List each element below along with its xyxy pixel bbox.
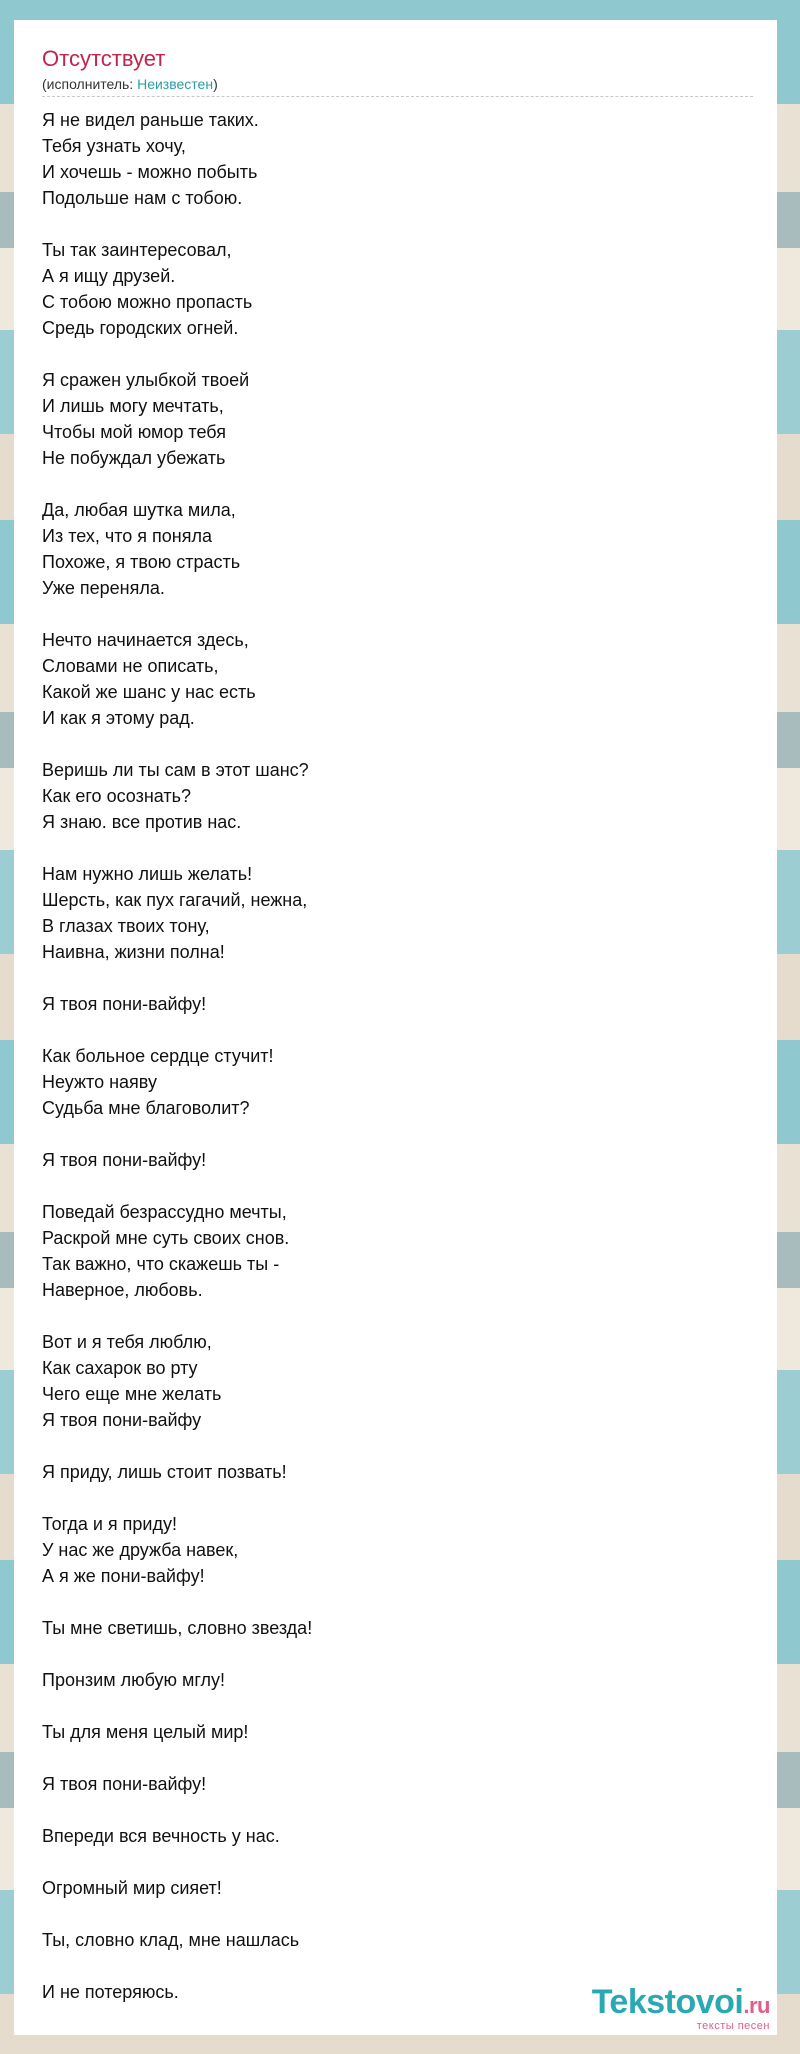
lyric-line: Поведай безрассудно мечты, xyxy=(42,1202,287,1222)
lyric-line: И как я этому рад. xyxy=(42,708,195,728)
stanza xyxy=(42,1667,753,1693)
stanza xyxy=(42,1719,753,1745)
lyric-line: Я знаю. все против нас. xyxy=(42,812,242,832)
artist-link[interactable]: Неизвестен xyxy=(137,76,214,92)
lyric-line: Не побуждал убежать xyxy=(42,448,226,468)
lyric-line: Я твоя пони-вайфу! xyxy=(42,994,207,1014)
lyric-line: Ты, словно клад, мне нашлась xyxy=(42,1930,300,1950)
lyric-line: Раскрой мне суть своих снов. xyxy=(42,1228,290,1248)
lyric-line: Судьба мне благоволит? xyxy=(42,1098,250,1118)
stanza xyxy=(42,1043,753,1121)
stanza xyxy=(42,1147,753,1173)
stanza xyxy=(42,757,753,835)
lyric-line: И хочешь - можно побыть xyxy=(42,162,258,182)
lyric-line: Так важно, что скажешь ты - xyxy=(42,1254,280,1274)
stanza xyxy=(42,1927,753,1953)
lyric-line: И не потеряюсь. xyxy=(42,1982,179,2002)
lyric-line: Как сахарок во рту xyxy=(42,1358,198,1378)
stanza xyxy=(42,367,753,471)
lyric-line: Я сражен улыбкой твоей xyxy=(42,370,250,390)
lyric-line: Да, любая шутка мила, xyxy=(42,500,236,520)
lyric-line: Ты для меня целый мир! xyxy=(42,1722,249,1742)
stanza xyxy=(42,237,753,341)
lyric-line: Нам нужно лишь желать! xyxy=(42,864,253,884)
stanza xyxy=(42,861,753,965)
lyric-line: Из тех, что я поняла xyxy=(42,526,212,546)
lyric-line: Чтобы мой юмор тебя xyxy=(42,422,226,442)
lyric-line: Словами не описать, xyxy=(42,656,219,676)
lyric-line: Я твоя пони-вайфу! xyxy=(42,1150,207,1170)
stanza xyxy=(42,1329,753,1433)
song-title: Отсутствует xyxy=(42,46,166,71)
lyric-line: Я не видел раньше таких. xyxy=(42,110,259,130)
artist-suffix: ) xyxy=(213,76,218,92)
lyric-line: Ты так заинтересовал, xyxy=(42,240,232,260)
lyric-line: Наивна, жизни полна! xyxy=(42,942,225,962)
lyric-line: Как его осознать? xyxy=(42,786,192,806)
lyric-line: Средь городских огней. xyxy=(42,318,239,338)
lyric-line: Ты мне светишь, словно звезда! xyxy=(42,1618,313,1638)
stanza xyxy=(42,991,753,1017)
lyric-line: Я твоя пони-вайфу! xyxy=(42,1774,207,1794)
lyric-line: Неужто наяву xyxy=(42,1072,157,1092)
lyric-line: А я же пони-вайфу! xyxy=(42,1566,205,1586)
logo-wordmark xyxy=(592,1984,770,2024)
logo-tld: .ru xyxy=(743,1993,770,2018)
lyric-line: У нас же дружба навек, xyxy=(42,1540,239,1560)
lyric-line: Уже переняла. xyxy=(42,578,165,598)
lyrics-card xyxy=(14,20,777,2035)
stanza xyxy=(42,497,753,601)
lyric-line: В глазах твоих тону, xyxy=(42,916,210,936)
lyric-line: Вот и я тебя люблю, xyxy=(42,1332,212,1352)
stanza xyxy=(42,1615,753,1641)
artist-prefix: (исполнитель: xyxy=(42,76,138,92)
lyric-line: Подольше нам с тобою. xyxy=(42,188,243,208)
lyric-line: Шерсть, как пух гагачий, нежна, xyxy=(42,890,308,910)
stanza xyxy=(42,1875,753,1901)
lyric-line: И лишь могу мечтать, xyxy=(42,396,224,416)
lyric-line: С тобою можно пропасть xyxy=(42,292,253,312)
lyric-line: Похоже, я твою страсть xyxy=(42,552,241,572)
lyric-line: Как больное сердце стучит! xyxy=(42,1046,274,1066)
stanza xyxy=(42,627,753,731)
site-logo[interactable] xyxy=(592,1984,770,2032)
lyric-line: Чего еще мне желать xyxy=(42,1384,222,1404)
lyric-line: Впереди вся вечность у нас. xyxy=(42,1826,280,1846)
lyric-line: Тебя узнать хочу, xyxy=(42,136,186,156)
stanza xyxy=(42,1459,753,1485)
stanza xyxy=(42,1771,753,1797)
lyric-line: Я приду, лишь стоит позвать! xyxy=(42,1462,287,1482)
lyric-line: Огромный мир сияет! xyxy=(42,1878,222,1898)
stanza xyxy=(42,1823,753,1849)
lyric-line: Веришь ли ты сам в этот шанс? xyxy=(42,760,309,780)
lyric-line: Тогда и я приду! xyxy=(42,1514,177,1534)
lyric-line: Я твоя пони-вайфу xyxy=(42,1410,202,1430)
lyric-line: Наверное, любовь. xyxy=(42,1280,203,1300)
lyric-line: А я ищу друзей. xyxy=(42,266,176,286)
logo-tagline: тексты песен xyxy=(696,2020,770,2032)
logo-main-text: Tekstovoi xyxy=(591,1983,744,2021)
lyric-line: Нечто начинается здесь, xyxy=(42,630,249,650)
stanza xyxy=(42,1511,753,1589)
stanza xyxy=(42,107,753,211)
lyric-line: Какой же шанс у нас есть xyxy=(42,682,256,702)
lyrics-body xyxy=(42,107,753,2005)
lyric-line: Пронзим любую мглу! xyxy=(42,1670,226,1690)
stanza xyxy=(42,1199,753,1303)
artist-line xyxy=(42,74,753,97)
